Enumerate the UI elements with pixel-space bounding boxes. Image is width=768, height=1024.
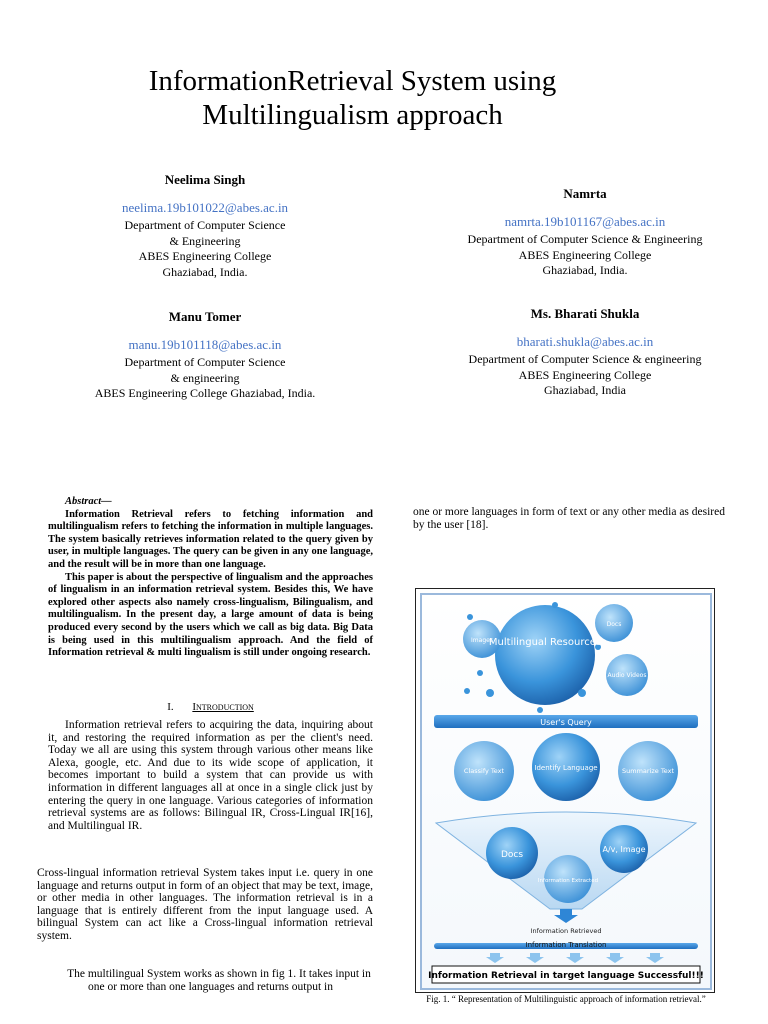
author-affiliation: Department of Computer Science & Engineering [467, 232, 703, 246]
info-retrieved-label: Information Retrieved [530, 927, 602, 935]
summarize-label: Summarize Text [622, 767, 674, 775]
author-email[interactable]: bharati.shukla@abes.ac.in [516, 333, 654, 349]
abstract [48, 496, 373, 660]
title-line-2: Multilingualism approach [202, 99, 503, 131]
author-affiliation: ABES Engineering College [518, 367, 652, 382]
author-affiliation: Department of Computer Science & engineering [468, 352, 702, 366]
abstract-label: Abstract— [65, 496, 112, 507]
author-affiliation: Department of Computer Science [124, 355, 286, 369]
paragraph-text: The multilingual System works as shown in fig 1. It takes input in one or more than one languages and returns output in [67, 968, 371, 993]
section-title: Introduction [192, 701, 254, 713]
author-block-4 [435, 306, 735, 399]
intro-paragraph-1 [48, 719, 373, 832]
arrow-row-icon [486, 953, 664, 963]
author-affiliation: ABES Engineering College [138, 249, 272, 263]
author-email[interactable]: manu.19b101118@abes.ac.in [128, 336, 282, 352]
abstract-paragraph-1: Information Retrieval refers to fetching information and multilingualism refers to fetching the information in multiple languages. The system basically retrieves information related to the query given by user, in multiple languages. The query can be given in any one language, and the result will be in more than one language. [48, 508, 373, 570]
author-affiliation: Department of Computer Science [124, 218, 286, 232]
author-email[interactable]: namrta.19b101167@abes.ac.in [504, 213, 666, 229]
intro-paragraph-2 [37, 867, 373, 943]
author-affiliation: & Engineering [169, 233, 241, 248]
figure-diagram [420, 593, 712, 990]
author-block-1 [70, 172, 340, 280]
info-translation-label: Information Translation [525, 941, 607, 949]
paper-title [0, 64, 705, 132]
author-email[interactable]: neelima.19b101022@abes.ac.in [121, 199, 289, 215]
section-number: I. [167, 701, 174, 713]
success-label: Information Retrieval in target language Successful!!! [428, 971, 704, 981]
author-affiliation: Ghaziabad, India. [542, 263, 628, 277]
diagram-svg [422, 595, 710, 988]
author-name: Namrta [563, 186, 607, 201]
paragraph-text: Information retrieval refers to acquiring the data, inquiring about it, and restoring the required information as per the client's need. Today we all are using this system through various other means like Alexa, google, etc. And due to its wide scope of application, it becomes important to build a system that can provide us with information in different languages all at once in a single click just by entering the query in one language. Various categories of information retrieval systems are as follows: Bilingual IR, Cross-Lingual IR[16], and Multilingual IR. [48, 719, 373, 832]
audio-videos-label: Audio Videos [607, 672, 647, 679]
author-block-3 [70, 309, 340, 402]
author-name: Manu Tomer [168, 309, 242, 324]
author-block-2 [440, 186, 730, 279]
resources-label: Multilingual Resources [488, 637, 602, 648]
author-name: Ms. Bharati Shukla [530, 306, 640, 321]
intro-paragraph-3 [48, 968, 373, 993]
author-affiliation: Ghaziabad, India. [162, 264, 248, 279]
section-heading [48, 701, 373, 713]
docs-top-label: Docs [606, 621, 622, 628]
author-affiliation: ABES Engineering College [518, 247, 652, 262]
classify-label: Classify Text [463, 767, 505, 775]
av-image-label: A/v, Image [602, 845, 646, 854]
docs-label: Docs [500, 850, 524, 860]
right-column-text: one or more languages in form of text or any other media as desired by the user [18]. [413, 506, 725, 531]
author-affiliation: & engineering [170, 370, 240, 385]
info-extracted-label: Information Extracted [537, 878, 599, 884]
users-query-label: User's Query [540, 718, 592, 727]
author-affiliation: ABES Engineering College Ghaziabad, India. [94, 386, 316, 400]
title-line-1: InformationRetrieval System using [148, 65, 557, 97]
author-affiliation: Ghaziabad, India [544, 383, 626, 397]
paragraph-text: Cross-lingual information retrieval System takes input i.e. query in one language and returns output in form of an object that may be text, image, or other media in other languages. The information retrieval is in a language that is entirely different from the input language used. A bilingual System can act like a Cross-lingual information retrieval system. [37, 867, 373, 942]
figure-1 [415, 588, 715, 993]
figure-caption: Fig. 1. “ Representation of Multilinguistic approach of information retrieval.” [426, 994, 706, 1004]
abstract-paragraph-2: This paper is about the perspective of lingualism and the approaches of lingualism in an information retrieval system. Besides this, We have explored other aspects also namely cross-lingualism, Bilingualism, and multilingualism. In the present day, a large amount of data is being produced every second by the users which we call as big data. Big Data is being used in this multilingualism approach. And the field of Information retrieval & multi lingualism is still under ongoing research. [48, 571, 373, 659]
author-name: Neelima Singh [164, 172, 246, 187]
down-arrow-icon [554, 909, 578, 923]
images-label: Images [471, 637, 493, 644]
identify-label: Identify Language [534, 764, 598, 772]
